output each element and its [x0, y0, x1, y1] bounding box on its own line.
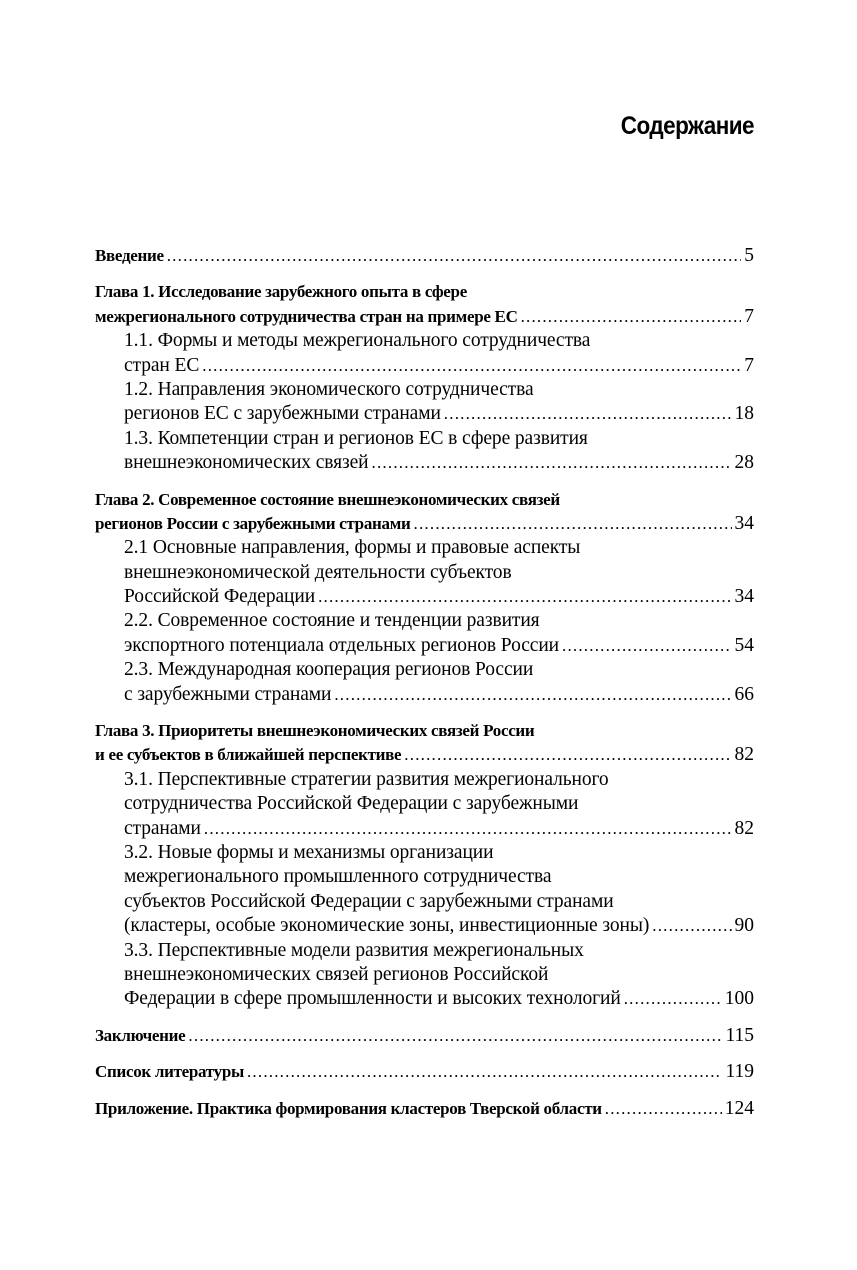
toc-entry-title-line: межрегионального сотрудничества стран на примере ЕС [95, 306, 518, 326]
toc-entry-title-line: 1.1. Формы и методы межрегионального сотрудничества [124, 330, 591, 352]
toc-entry-title-line: внешнеэкономической деятельности субъектов [124, 561, 512, 583]
toc-entry-section-2-1[interactable] [95, 536, 754, 609]
toc-entry-title-line: 3.2. Новые формы и механизмы организации [124, 841, 494, 863]
toc-page-number: 5 [744, 245, 754, 266]
toc-entry-appendix[interactable] [95, 1097, 754, 1121]
toc-entry-title-line: 3.3. Перспективные модели развития межрегиональных [124, 939, 584, 961]
dot-leader [562, 634, 732, 658]
toc-page-number: 54 [734, 634, 754, 656]
toc-page-number: 124 [724, 1097, 754, 1119]
toc-entry-title-line: с зарубежными странами [124, 683, 332, 705]
toc-entry-title-line: Глава 1. Исследование зарубежного опыта в сфере [95, 282, 467, 302]
toc-entry-introduction[interactable] [95, 244, 754, 268]
toc-entry-section-3-1[interactable] [95, 768, 754, 841]
dot-leader [414, 512, 732, 536]
toc-page-number: 66 [734, 683, 754, 705]
toc-entry-title: Заключение [95, 1025, 186, 1045]
toc-entry-title: Приложение. Практика формирования кластеров Тверской области [95, 1098, 602, 1118]
toc-entry-title-line: Федерации в сфере промышленности и высоких технологий [124, 988, 621, 1010]
toc-entry-conclusion[interactable] [95, 1024, 754, 1048]
toc-page-number: 7 [744, 354, 754, 376]
dot-leader [652, 914, 731, 938]
toc-entry-title-line: 1.2. Направления экономического сотрудничества [124, 378, 534, 400]
toc-entry-title-line: субъектов Российской Федерации с зарубежными странами [124, 890, 614, 912]
toc-entry-title-line: 2.2. Современное состояние и тенденции развития [124, 610, 540, 632]
toc-entry-title-line: Российской Федерации [124, 586, 316, 608]
toc-entry-chapter-1[interactable] [95, 280, 754, 329]
toc-entry-title: Список литературы [95, 1062, 244, 1082]
toc-page-number: 82 [734, 817, 754, 839]
dot-leader [202, 354, 741, 378]
toc-entry-title-line: сотрудничества Российской Федерации с зарубежными [124, 793, 579, 815]
toc-page-number: 119 [725, 1061, 754, 1083]
dot-leader [444, 402, 732, 426]
toc-page-number: 100 [724, 988, 754, 1010]
toc-page-number: 34 [734, 586, 754, 608]
page-title: Содержание [620, 112, 754, 140]
toc-entry-title-line: экспортного потенциала отдельных регионов России [124, 634, 559, 656]
dot-leader [605, 1097, 722, 1121]
toc-entry-section-1-1[interactable] [95, 329, 754, 378]
toc-entry-title-line: стран ЕС [124, 354, 200, 376]
dot-leader [167, 244, 742, 268]
toc-entry-section-2-3[interactable] [95, 658, 754, 707]
toc-entry-title: Введение [95, 246, 164, 265]
toc-page-number: 82 [734, 744, 754, 766]
toc-entry-chapter-2[interactable] [95, 488, 754, 537]
dot-leader [372, 451, 732, 475]
toc-page-number: 90 [734, 915, 754, 937]
toc-entry-title-line: внешнеэкономических связей регионов Российской [124, 963, 549, 985]
toc-page-number: 18 [734, 403, 754, 425]
dot-leader [247, 1060, 723, 1084]
dot-leader [521, 305, 742, 329]
toc-entry-title-line: 2.3. Международная кооперация регионов России [124, 659, 534, 681]
toc-entry-title-line: Глава 3. Приоритеты внешнеэкономических связей России [95, 721, 535, 741]
dot-leader [624, 987, 722, 1011]
toc-entry-title-line: 2.1 Основные направления, формы и правовые аспекты [124, 537, 581, 559]
toc-page-number: 34 [734, 512, 754, 534]
toc-page-number: 115 [725, 1024, 754, 1046]
dot-leader [404, 743, 731, 767]
dot-leader [318, 585, 731, 609]
toc-entry-section-3-3[interactable] [95, 939, 754, 1012]
table-of-contents [95, 244, 754, 1121]
toc-entry-section-2-2[interactable] [95, 609, 754, 658]
toc-entry-title-line: регионов ЕС с зарубежными странами [124, 403, 441, 425]
toc-entry-title-line: 1.3. Компетенции стран и регионов ЕС в сфере развития [124, 427, 588, 449]
toc-page-number: 7 [744, 305, 754, 327]
toc-entry-title-line: и ее субъектов в ближайшей перспективе [95, 745, 402, 765]
toc-page-number: 28 [734, 452, 754, 474]
dot-leader [188, 1024, 722, 1048]
toc-entry-section-1-2[interactable] [95, 378, 754, 427]
toc-entry-title-line: (кластеры, особые экономические зоны, инвестиционные зоны) [124, 915, 650, 937]
toc-entry-section-1-3[interactable] [95, 427, 754, 476]
toc-entry-title-line: Глава 2. Современное состояние внешнеэкономических связей [95, 489, 560, 509]
toc-entry-title-line: внешнеэкономических связей [124, 452, 369, 474]
toc-entry-title-line: 3.1. Перспективные стратегии развития межрегионального [124, 768, 609, 790]
toc-entry-title-line: межрегионального промышленного сотрудничества [124, 866, 552, 888]
toc-entry-chapter-3[interactable] [95, 719, 754, 768]
toc-entry-section-3-2[interactable] [95, 841, 754, 939]
toc-entry-title-line: странами [124, 817, 201, 839]
toc-entry-references[interactable] [95, 1060, 754, 1084]
dot-leader [334, 683, 731, 707]
toc-entry-title-line: регионов России с зарубежными странами [95, 513, 411, 533]
dot-leader [204, 817, 732, 841]
